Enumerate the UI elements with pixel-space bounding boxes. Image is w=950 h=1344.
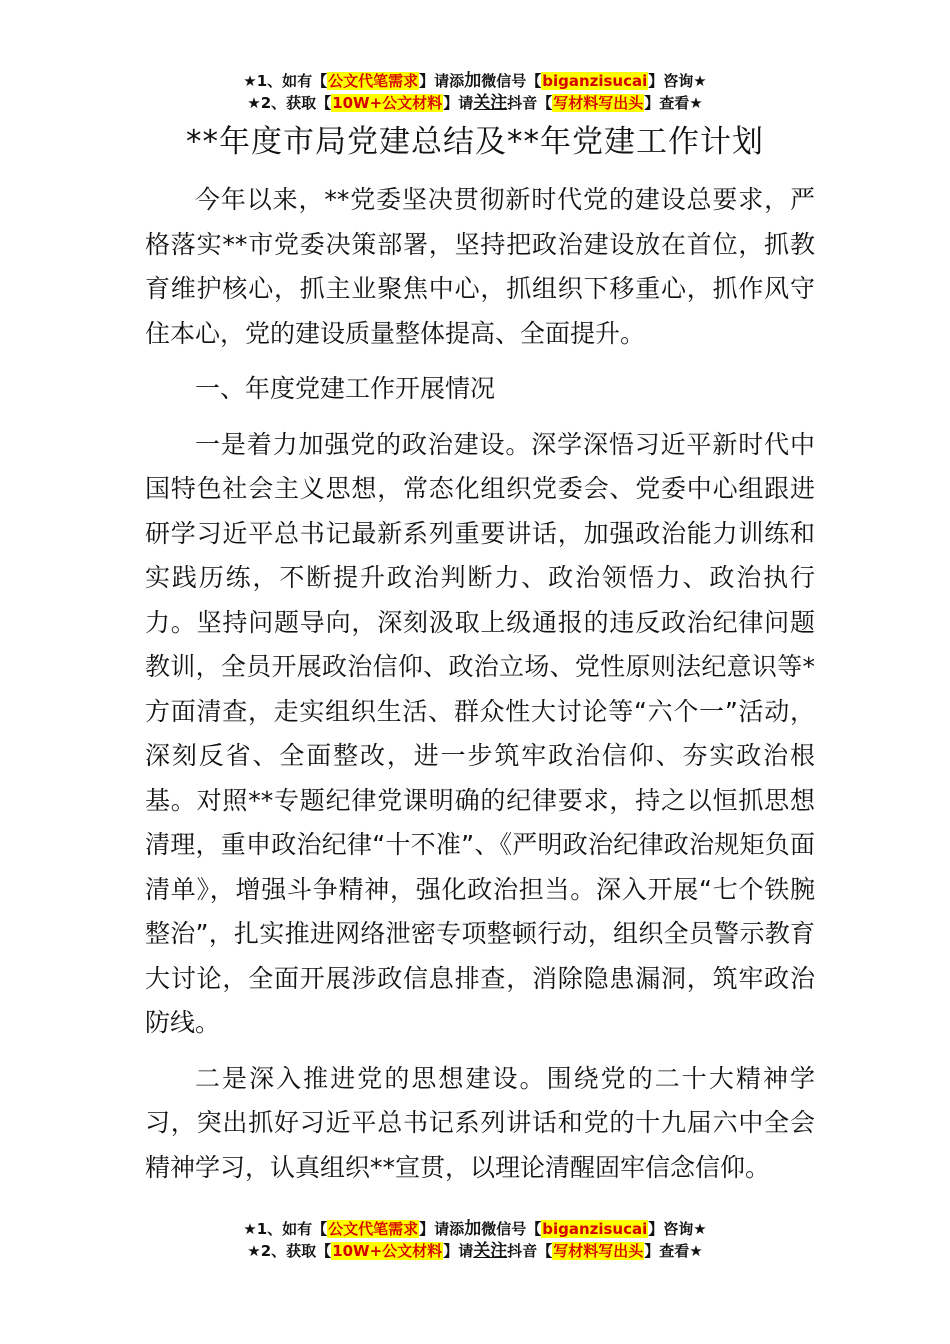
section-heading: 一、年度党建工作开展情况 [195,374,496,403]
paragraph-intro: 今年以来，**党委坚决贯彻新时代党的建设总要求，严格落实**市党委决策部署，坚持把政治建设放在首位，抓教育维护核心，抓主业聚焦中心，抓组织下移重心，抓作风守住本心，党的建设质量整体提高、全面提升。 [145,185,815,348]
promo-highlight: 公文代笔需求 [328,72,419,90]
promo-line-1: ★1、如有【公文代笔需求】请添加微信号【biganzisucai】咨询★ [243,1219,707,1239]
promo-banner-top [0,70,950,114]
promo-highlight: biganzisucai [542,72,648,90]
promo-highlight: 10W+公文材料 [332,94,443,112]
promo-highlight: 10W+公文材料 [332,1242,443,1260]
promo-highlight: 公文代笔需求 [328,1220,419,1238]
promo-highlight: biganzisucai [542,1220,648,1238]
paragraph-ideological: 二是深入推进党的思想建设。围绕党的二十大精神学习，突出抓好习近平总书记系列讲话和党的十九届六中全会精神学习，认真组织**宣贯，以理论清醒固牢信念信仰。 [145,1063,815,1182]
promo-highlight: 写材料写出头 [553,1242,644,1260]
promo-line-2: ★2、获取【10W+公文材料】请关注抖音【写材料写出头】查看★ [247,93,703,113]
promo-line-1: ★1、如有【公文代笔需求】请添加微信号【biganzisucai】咨询★ [243,71,707,91]
promo-banner-bottom [0,1218,950,1262]
document-title: **年度市局党建总结及**年党建工作计划 [186,124,764,160]
promo-highlight: 写材料写出头 [553,94,644,112]
paragraph-political: 一是着力加强党的政治建设。深学深悟习近平新时代中国特色社会主义思想，常态化组织党委会、党委中心组跟进研学习近平总书记最新系列重要讲话，加强政治能力训练和实践历练，不断提升政治判断力、政治领悟力、政治执行力。坚持问题导向，深刻汲取上级通报的违反政治纪律问题教训，全员开展政治信仰、政治立场、党性原则法纪意识等*方面清查，走实组织生活、群众性大讨论等“六个一”活动，深刻反省、全面整改，进一步筑牢政治信仰、夯实政治根基。对照**专题纪律党课明确的纪律要求，持之以恒抓思想清理，重申政治纪律“十不准”、《严明政治纪律政治规矩负面清单》，增强斗争精神，强化政治担当。深入开展“七个铁腕整治”，扎实推进网络泄密专项整顿行动，组织全员警示教育大讨论，全面开展涉政信息排查，消除隐患漏洞，筑牢政治防线。 [145,429,815,1037]
document-body [145,178,815,1190]
promo-line-2: ★2、获取【10W+公文材料】请关注抖音【写材料写出头】查看★ [247,1241,703,1261]
